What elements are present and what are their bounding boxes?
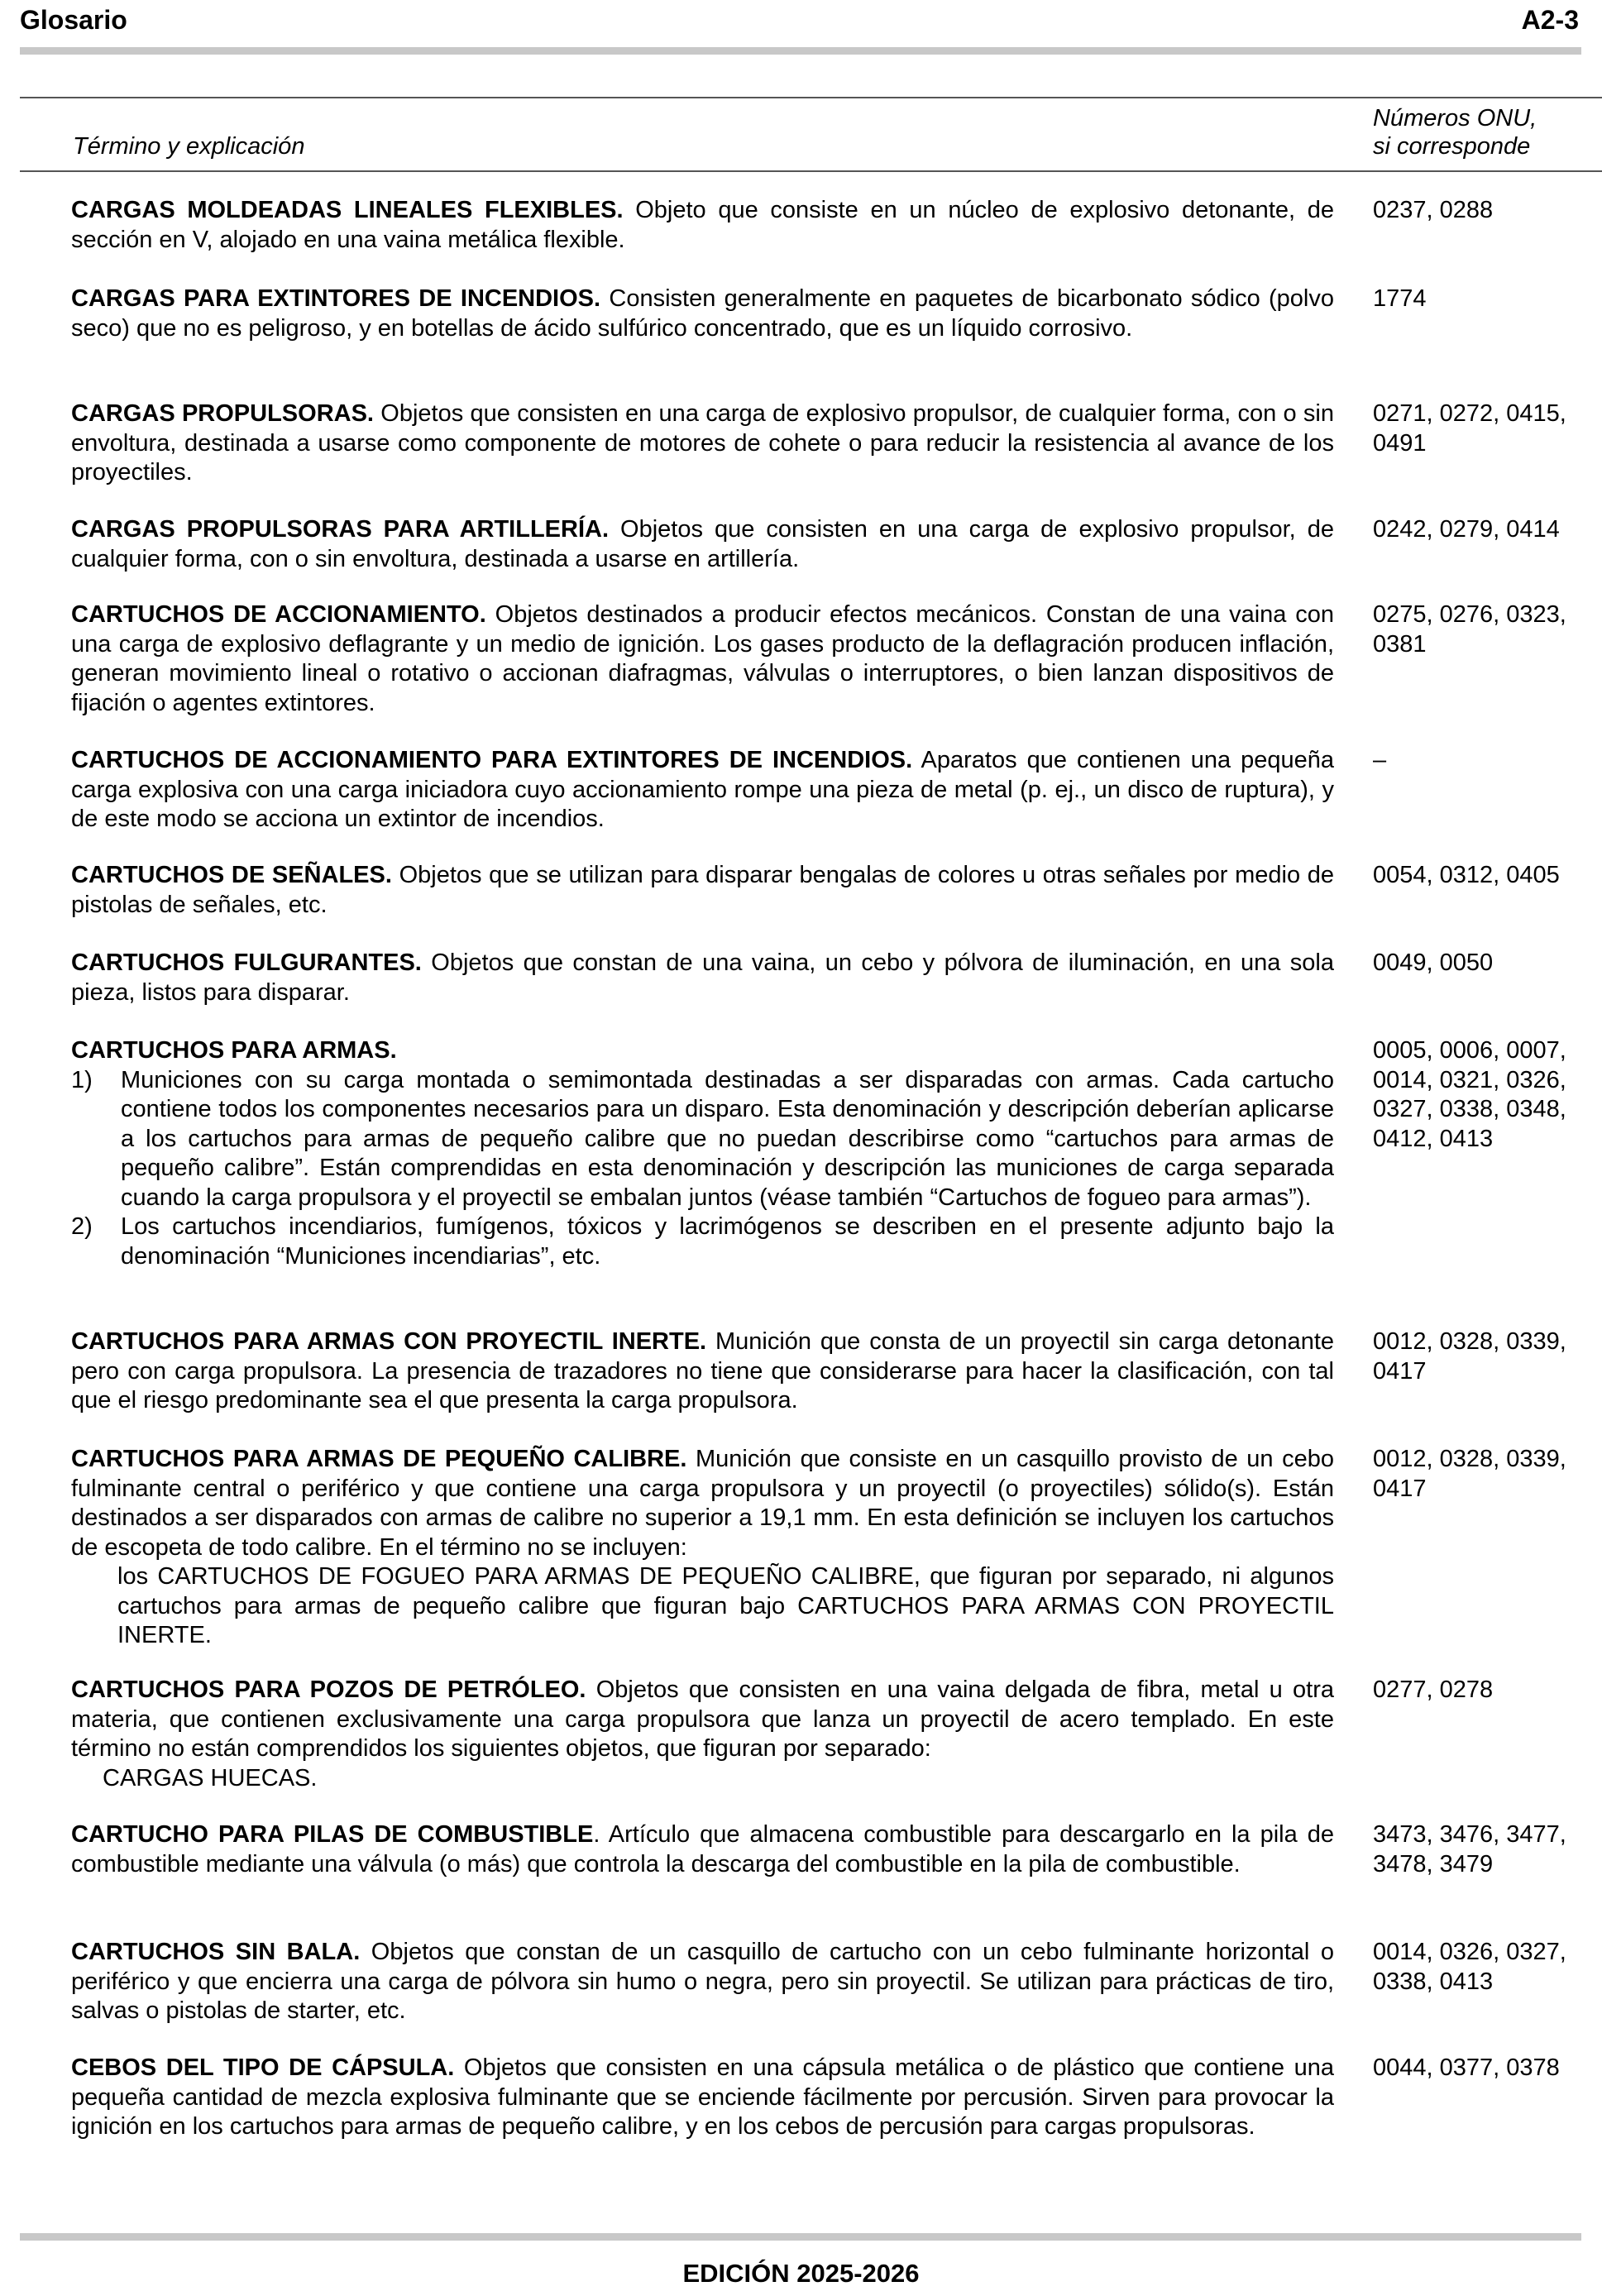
glossary-entry: [71, 1820, 1334, 1879]
entry-onu-numbers: 0271, 0272, 0415, 0491: [1373, 400, 1566, 457]
entry-text: Objetos que constan de una vaina, un cebo y pólvora de iluminación, en una sola pieza, listos para disparar.: [71, 949, 1335, 1006]
entry-indented-text: los CARTUCHOS DE FOGUEO PARA ARMAS DE PEQUEÑO CALIBRE, que figuran por separado, ni algunos cartuchos para armas de pequeño calibre que figuran bajo CARTUCHOS PARA ARMAS CON PROYECTIL INERTE.: [117, 1563, 1334, 1648]
entry-term: CARGAS PROPULSORAS.: [71, 400, 374, 427]
entry-term: CARTUCHOS SIN BALA.: [71, 1939, 361, 1965]
entry-text: Objeto que consiste en un núcleo de explosivo detonante, de sección en V, alojado en una vaina metálica flexible.: [71, 197, 1334, 253]
header-rule: [20, 47, 1581, 55]
entry-text: Objetos que consisten en una vaina delgada de fibra, metal u otra materia, que contienen exclusivamente una carga propulsora que lanza un proyectil de acero templado. En este término no están comprendidos los siguientes objetos, que figuran por separado:: [71, 1677, 1334, 1762]
entry-term: CARGAS MOLDEADAS LINEALES FLEXIBLES.: [71, 197, 624, 223]
glossary-entry: [71, 861, 1334, 920]
entry-text: Objetos que se utilizan para disparar bengalas de colores u otras señales por medio de pistolas de señales, etc.: [71, 862, 1334, 918]
entry-onu-numbers: 0014, 0326, 0327, 0338, 0413: [1373, 1939, 1566, 1995]
column-header-onu-line1: Números ONU,: [1373, 105, 1537, 132]
entry-onu-numbers: 0012, 0328, 0339, 0417: [1373, 1446, 1566, 1502]
entry-onu-numbers: 0012, 0328, 0339, 0417: [1373, 1328, 1566, 1385]
entry-text: Munición que consiste en un casquillo provisto de un cebo fulminante central o periférico y que contiene una carga propulsora y un proyectil (o proyectiles) sólido(s). Están destinados a ser disparados con armas de calibre no superior a 19,1 mm. En esta definición se incluyen los cartuchos de escopeta de todo calibre. En el término no se incluyen:: [71, 1446, 1334, 1561]
page-section-title: Glosario: [20, 5, 127, 35]
glossary-entry: [71, 600, 1334, 718]
entry-term: CARTUCHOS FULGURANTES.: [71, 949, 422, 976]
entry-text: Aparatos que contienen una pequeña carga explosiva con una carga iniciadora cuyo accionamiento rompe una pieza de metal (p. ej., un disco de ruptura), y de este modo se acciona un extintor de incendios.: [71, 747, 1334, 832]
glossary-entry: [71, 1938, 1334, 2026]
column-header-onu-line2: si corresponde: [1373, 133, 1531, 160]
glossary-entry: [71, 1036, 1334, 1271]
entry-term: CARTUCHOS DE SEÑALES.: [71, 862, 392, 888]
table-header-rule: [20, 170, 1602, 172]
entry-term: CARTUCHOS DE ACCIONAMIENTO.: [71, 601, 486, 628]
glossary-entry: [71, 2054, 1334, 2142]
edition-footer: EDICIÓN 2025-2026: [682, 2259, 920, 2288]
numbered-item: [71, 1213, 1334, 1271]
entry-term: CARTUCHOS PARA ARMAS CON PROYECTIL INERTE.: [71, 1328, 707, 1355]
glossary-entry: [71, 1676, 1334, 1793]
entry-onu-numbers: 0242, 0279, 0414: [1373, 516, 1560, 543]
entry-text: Consisten generalmente en paquetes de bicarbonato sódico (polvo seco) que no es peligroso, y en botellas de ácido sulfúrico concentrado, que es un líquido corrosivo.: [71, 285, 1335, 342]
glossary-entry: [71, 746, 1334, 835]
entry-term: CARTUCHOS PARA ARMAS DE PEQUEÑO CALIBRE.: [71, 1446, 687, 1472]
entry-term: CARGAS PROPULSORAS PARA ARTILLERÍA.: [71, 516, 609, 543]
entry-onu-numbers: 0054, 0312, 0405: [1373, 862, 1560, 888]
entry-onu-numbers: 3473, 3476, 3477, 3478, 3479: [1373, 1821, 1566, 1877]
entry-text: Objetos que consisten en una cápsula metálica o de plástico que contiene una pequeña cantidad de mezcla explosiva fulminante que se enciende fácilmente por percusión. Sirven para provocar la ignición en los cartuchos para armas de pequeño calibre, y en los cebos de percusión para cargas propulsoras.: [71, 2054, 1334, 2140]
entry-term: CARTUCHOS PARA POZOS DE PETRÓLEO.: [71, 1677, 586, 1703]
entry-onu-numbers: 1774: [1373, 285, 1427, 312]
entry-term: CARGAS PARA EXTINTORES DE INCENDIOS.: [71, 285, 601, 312]
entry-onu-numbers: 0044, 0377, 0378: [1373, 2054, 1560, 2081]
entry-onu-numbers: 0049, 0050: [1373, 949, 1494, 976]
footer-rule: [20, 2233, 1581, 2241]
entry-onu-numbers: –: [1373, 747, 1387, 773]
column-header-onu: [1373, 104, 1537, 160]
glossary-entry: [71, 285, 1334, 343]
entry-text: Objetos destinados a producir efectos mecánicos. Constan de una vaina con una carga de explosivo deflagrante y un medio de ignición. Los gases producto de la deflagración producen inflación, generan movimiento lineal o rotativo o accionan diafragmas, válvulas o interruptores, o bien lanzan dispositivos de fijación o agentes extintores.: [71, 601, 1335, 716]
item-number: 1): [71, 1066, 93, 1093]
column-header-term: Término y explicación: [73, 133, 305, 160]
item-text: Municiones con su carga montada o semimontada destinadas a ser disparadas con armas. Cada cartucho contiene todos los componentes necesarios para un disparo. Esta denominación y descripción deberían aplicarse a los cartuchos para armas de pequeño calibre que no puedan describirse como “cartuchos para armas de pequeño calibre”. Están comprendidas en esta denominación y descripción las municiones de carga separada cuando la carga propulsora y el proyectil se embalan juntos (véase también “Cartuchos de fogueo para armas”).: [121, 1066, 1334, 1211]
entry-text: Objetos que constan de un casquillo de cartucho con un cebo fulminante horizontal o periférico y que encierra una carga de pólvora sin humo o negra, pero sin proyectil. Se utilizan para prácticas de tiro, salvas o pistolas de starter, etc.: [71, 1939, 1334, 2024]
entry-term: CARTUCHOS PARA ARMAS.: [71, 1037, 397, 1064]
glossary-entry: [71, 399, 1334, 488]
entry-onu-numbers: 0237, 0288: [1373, 197, 1494, 223]
entry-text: Munición que consta de un proyectil sin carga detonante pero con carga propulsora. La presencia de trazadores no tiene que considerarse para hacer la clasificación, con tal que el riesgo predominante sea el que presenta la carga propulsora.: [71, 1328, 1335, 1413]
entry-term: CEBOS DEL TIPO DE CÁPSULA.: [71, 2054, 455, 2081]
glossary-entry: [71, 1327, 1334, 1416]
entry-text: Objetos que consisten en una carga de explosivo propulsor, de cualquier forma, con o sin envoltura, destinada a usarse como componente de motores de cohete o para reducir la resistencia al avance de los proyectiles.: [71, 400, 1334, 486]
entry-text: Objetos que consisten en una carga de explosivo propulsor, de cualquier forma, con o sin envoltura, destinada a usarse en artillería.: [71, 516, 1334, 572]
page-number: A2-3: [1521, 5, 1579, 35]
glossary-entry: [71, 196, 1334, 255]
entry-onu-numbers: 0275, 0276, 0323, 0381: [1373, 601, 1566, 658]
glossary-entry: [71, 1445, 1334, 1651]
table-top-rule: [20, 97, 1602, 98]
numbered-item: [71, 1066, 1334, 1213]
entry-term: CARTUCHO PARA PILAS DE COMBUSTIBLE: [71, 1821, 594, 1848]
glossary-entry: [71, 949, 1334, 1007]
entry-indented-text: CARGAS HUECAS.: [103, 1764, 318, 1791]
item-number: 2): [71, 1213, 93, 1240]
item-text: Los cartuchos incendiarios, fumígenos, tóxicos y lacrimógenos se describen en el presente adjunto bajo la denominación “Municiones incendiarias”, etc.: [121, 1213, 1334, 1270]
entry-onu-numbers: 0005, 0006, 0007, 0014, 0321, 0326, 0327, 0338, 0348, 0412, 0413: [1373, 1037, 1566, 1152]
entry-term: CARTUCHOS DE ACCIONAMIENTO PARA EXTINTORES DE INCENDIOS.: [71, 747, 913, 773]
entry-text: . Artículo que almacena combustible para descargarlo en la pila de combustible mediante una válvula (o más) que controla la descarga del combustible en la pila de combustible.: [71, 1821, 1334, 1877]
entry-onu-numbers: 0277, 0278: [1373, 1677, 1494, 1703]
glossary-entry: [71, 515, 1334, 574]
